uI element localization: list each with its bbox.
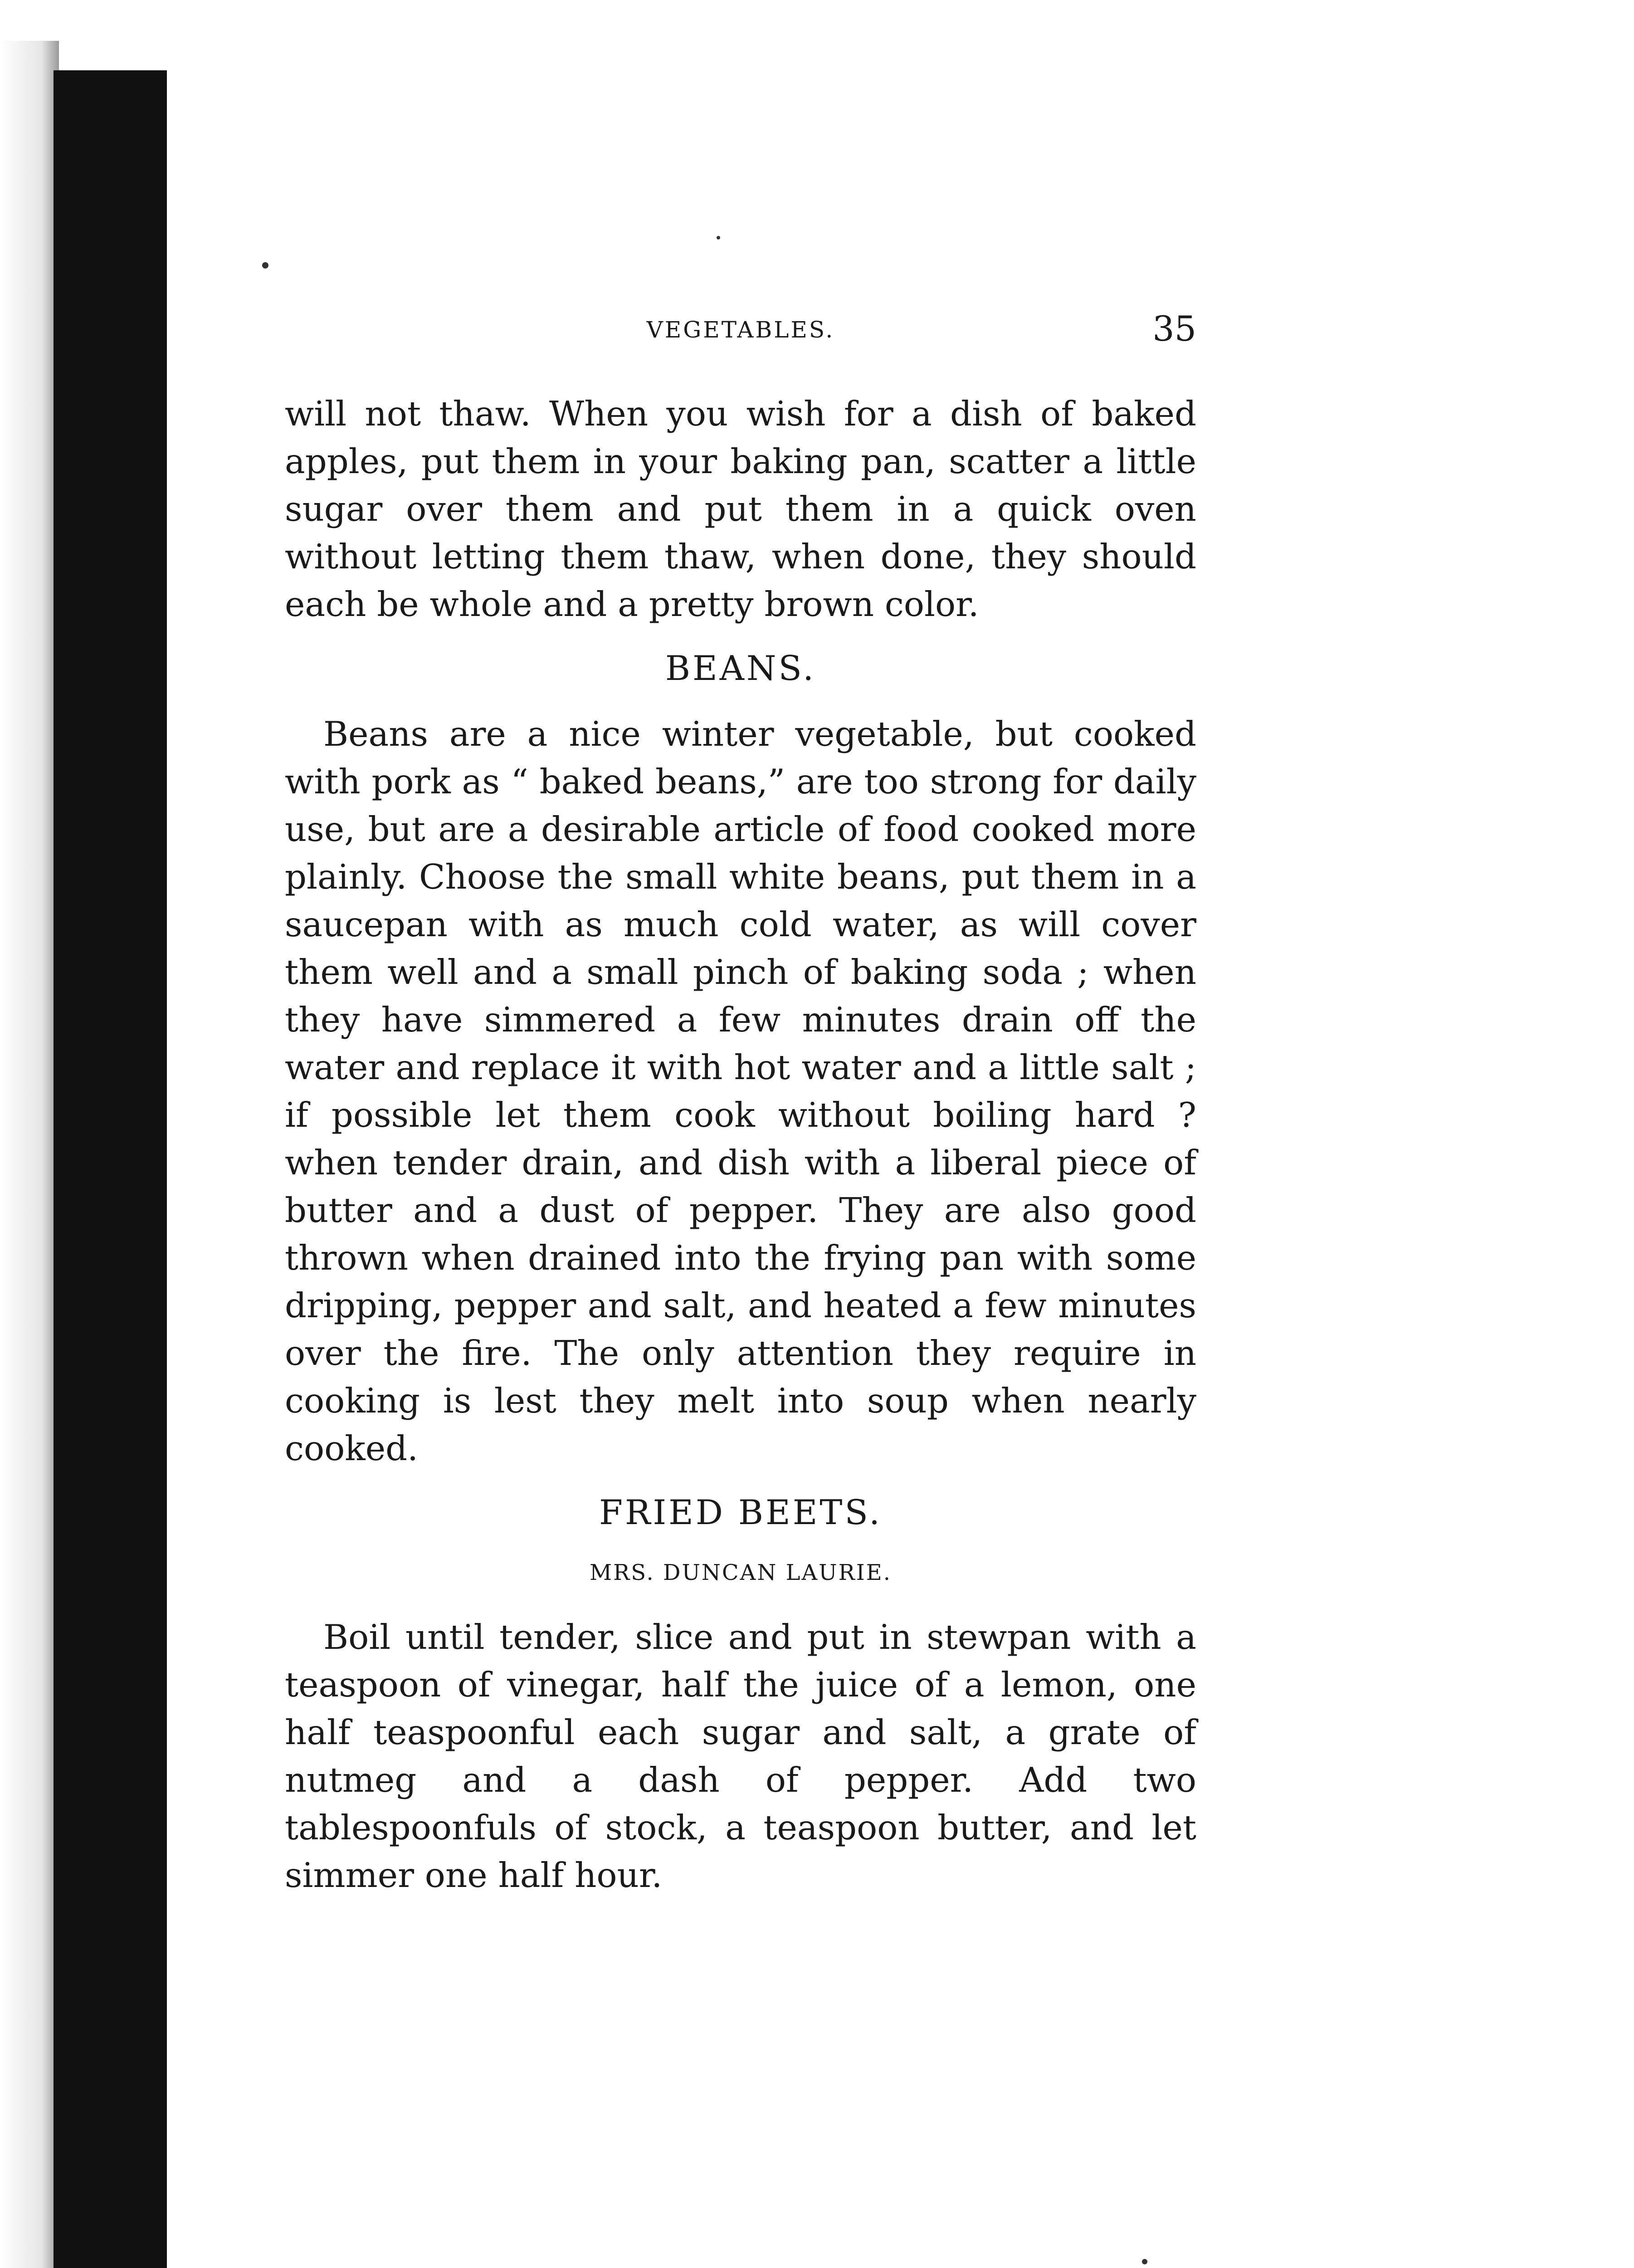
section-title-fried-beets: FRIED BEETS. (599, 1492, 883, 1532)
page-header (285, 308, 1196, 358)
binding-shadow (0, 41, 59, 2268)
page-body (285, 390, 1196, 1899)
running-head: VEGETABLES. (646, 317, 835, 343)
ink-speck (262, 262, 268, 269)
section-title-beans: BEANS. (665, 648, 816, 688)
ink-speck (1142, 2259, 1147, 2264)
book-binding-edge (54, 70, 167, 2268)
continuation-paragraph: will not thaw. When you wish for a dish of baked apples, put them in your baking pan, scatter a little sugar over them and put them in a quick oven without letting them thaw, when done, they should each be whole and a pretty brown color. (285, 394, 1196, 624)
recipe-byline: MRS. DUNCAN LAURIE. (590, 1560, 892, 1585)
page-number: 35 (1152, 308, 1196, 349)
fried-beets-paragraph: Boil until tender, slice and put in stewpan with a teaspoon of vinegar, half the juice of a lemon, one half teaspoonful each sugar and salt, a grate of nutmeg and a dash of pepper. Add two tablespoonfuls of stock, a teaspoon butter, and let simmer one half hour. (285, 1617, 1196, 1895)
ink-speck (717, 236, 720, 240)
beans-paragraph: Beans are a nice winter vegetable, but cooked with pork as “ baked beans,” are too strong for daily use, but are a desirable article of food cooked more plainly. Choose the small white beans, put them in a saucepan with as much cold water, as will cover them well and a small pinch of baking soda ; when they have simmered a few minutes drain off the water and replace it with hot water and a little salt ; if possible let them cook without boiling hard ? when tender drain, and dish with a liberal piece of butter and a dust of pepper. They are also good thrown when drained into the frying pan with some dripping, pepper and salt, and heated a few minutes over the fire. The only attention they require in cooking is lest they melt into soup when nearly cooked. (285, 714, 1196, 1468)
